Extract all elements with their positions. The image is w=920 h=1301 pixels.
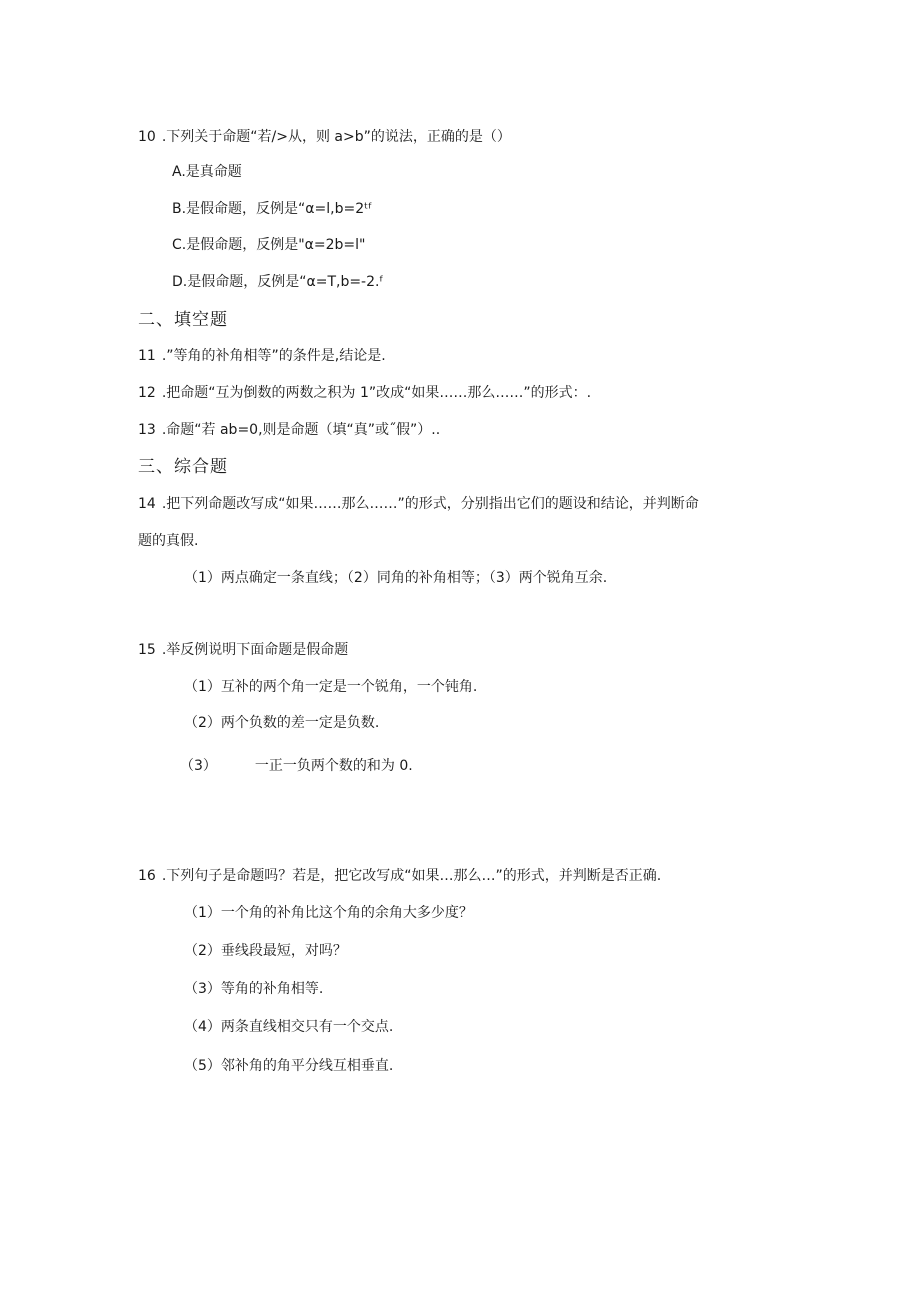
question-number: 11: [138, 348, 156, 364]
question-16-item-1: （1）一个角的补角比这个角的余角大多少度？: [184, 905, 473, 921]
question-14-items: （1）两点确定一条直线；（2）同角的补角相等；（3）两个锐角互余.: [184, 570, 608, 586]
question-text: .下列关于命题“若/>从，则 a>b”的说法，正确的是（）: [161, 129, 511, 145]
question-14-continuation: 题的真假.: [138, 533, 199, 549]
question-number: 13: [138, 422, 156, 438]
question-text: .举反例说明下面命题是假命题: [161, 642, 349, 658]
item-label: （3）: [180, 758, 217, 774]
question-16-item-2: （2）垂线段最短，对吗？: [184, 943, 347, 959]
question-text: .命题“若 ab=0,则是命题（填“真”或˝假”）..: [161, 422, 441, 438]
question-16-item-3: （3）等角的补角相等.: [184, 981, 324, 997]
question-15-item-1: （1）互补的两个角一定是一个锐角，一个钝角.: [184, 679, 478, 695]
question-text: .”等角的补角相等”的条件是,结论是.: [161, 348, 386, 364]
question-15: [138, 640, 348, 660]
question-number: 14: [138, 496, 156, 512]
item-text: 一正一负两个数的和为 0.: [254, 758, 413, 774]
question-16-item-4: （4）两条直线相交只有一个交点.: [184, 1019, 394, 1035]
question-12: [138, 383, 591, 403]
question-13: [138, 420, 440, 440]
option-a: A.是真命题: [172, 164, 242, 180]
question-16: [138, 866, 661, 886]
question-number: 12: [138, 385, 156, 401]
question-number: 10: [138, 129, 156, 145]
question-15-item-3: [180, 756, 413, 776]
question-number: 15: [138, 642, 156, 658]
question-11: [138, 346, 386, 366]
section-heading-comprehensive: 三、综合题: [138, 457, 228, 477]
question-16-item-5: （5）邻补角的角平分线互相垂直.: [184, 1058, 394, 1074]
option-d: D.是假命题，反例是“α=T,b=-2.ᶠ: [172, 274, 384, 290]
question-10: [138, 127, 511, 147]
question-14: [138, 494, 699, 514]
question-15-item-2: （2）两个负数的差一定是负数.: [184, 715, 380, 731]
section-heading-fill-in: 二、填空题: [138, 310, 228, 330]
question-text: .把下列命题改写成“如果……那么……”的形式，分别指出它们的题设和结论，并判断命: [161, 496, 699, 512]
option-c: C.是假命题，反例是"α=2b=l": [172, 237, 366, 253]
question-text: .下列句子是命题吗？若是，把它改写成“如果…那么…”的形式，并判断是否正确.: [161, 868, 662, 884]
question-number: 16: [138, 868, 156, 884]
option-b: B.是假命题，反例是“α=l,b=2ᵗᶠ: [172, 201, 373, 217]
question-text: .把命题“互为倒数的两数之积为 1”改成“如果……那么……”的形式：.: [161, 385, 592, 401]
